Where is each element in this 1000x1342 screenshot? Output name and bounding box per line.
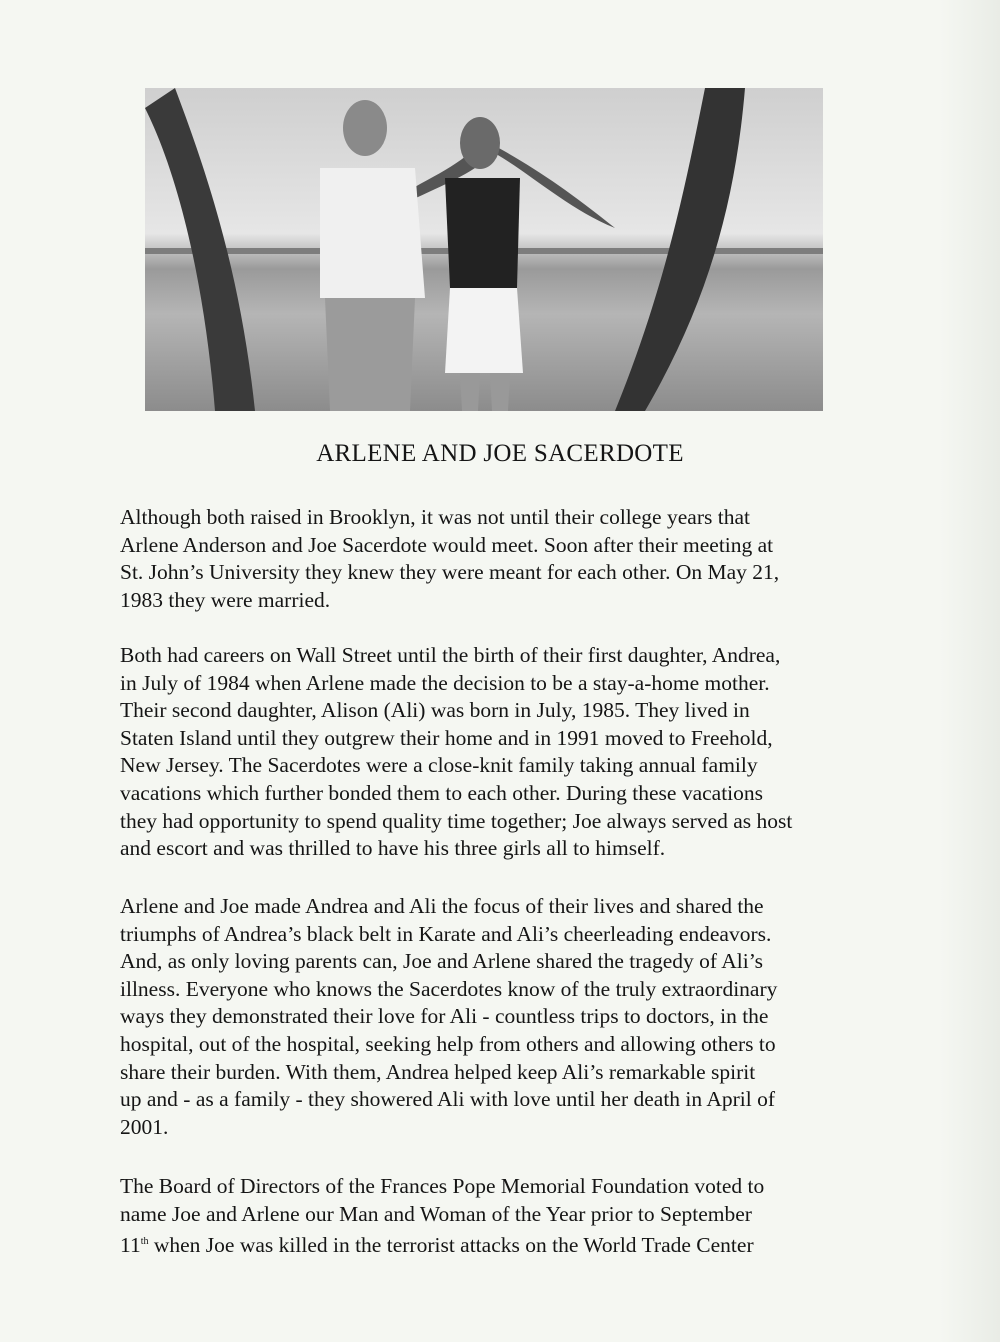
text-line: Although both raised in Brooklyn, it was not until their college years that bbox=[120, 505, 750, 529]
couple-photo bbox=[145, 88, 823, 411]
text-line: triumphs of Andrea’s black belt in Karate and Ali’s cheerleading endeavors. bbox=[120, 921, 772, 946]
text-line: St. John’s University they knew they were meant for each other. On May 21, bbox=[120, 560, 780, 585]
paragraph-1 bbox=[120, 504, 890, 614]
paragraph-3 bbox=[120, 893, 890, 1141]
text-line: Staten Island until they outgrew their home and in 1991 moved to Freehold, bbox=[120, 725, 773, 750]
text-line: name Joe and Arlene our Man and Woman of the Year prior to September bbox=[120, 1201, 752, 1226]
text-line: they had opportunity to spend quality time together; Joe always served as host bbox=[120, 808, 793, 833]
text-line-last bbox=[120, 1228, 890, 1260]
text-line-rest: when Joe was killed in the terrorist attacks on the World Trade Center bbox=[148, 1233, 754, 1258]
text-line: vacations which further bonded them to each other. During these vacations bbox=[120, 780, 764, 805]
page-title: ARLENE AND JOE SACERDOTE bbox=[316, 440, 684, 467]
text-line: illness. Everyone who knows the Sacerdotes know of the truly extraordinary bbox=[120, 976, 778, 1001]
text-line: in July of 1984 when Arlene made the decision to be a stay-a-home mother. bbox=[120, 670, 770, 695]
page-edge-shadow bbox=[940, 0, 1000, 1342]
text-line: share their burden. With them, Andrea helped keep Ali’s remarkable spirit bbox=[120, 1059, 756, 1084]
text-line: hospital, out of the hospital, seeking help from others and allowing others to bbox=[120, 1031, 776, 1056]
paragraph-4 bbox=[120, 1173, 890, 1260]
text-line: 2001. bbox=[120, 1114, 169, 1139]
text-line: Arlene and Joe made Andrea and Ali the focus of their lives and shared the bbox=[120, 894, 764, 918]
text-line: Their second daughter, Alison (Ali) was born in July, 1985. They lived in bbox=[120, 698, 750, 723]
text-line: New Jersey. The Sacerdotes were a close-knit family taking annual family bbox=[120, 753, 758, 778]
text-line: Arlene Anderson and Joe Sacerdote would meet. Soon after their meeting at bbox=[120, 532, 774, 557]
text-line: ways they demonstrated their love for Ali - countless trips to doctors, in the bbox=[120, 1004, 769, 1029]
text-line: Both had careers on Wall Street until the birth of their first daughter, Andrea, bbox=[120, 643, 781, 667]
text-line: up and - as a family - they showered Ali with love until her death in April of bbox=[120, 1087, 776, 1112]
text-line: and escort and was thrilled to have his three girls all to himself. bbox=[120, 836, 666, 861]
text-line: The Board of Directors of the Frances Pope Memorial Foundation voted to bbox=[120, 1174, 765, 1198]
date-number: 11 bbox=[120, 1233, 141, 1258]
ordinal-suffix: th bbox=[140, 1236, 149, 1248]
paragraph-2 bbox=[120, 642, 890, 863]
photo-illustration bbox=[145, 88, 823, 411]
text-line: 1983 they were married. bbox=[120, 587, 331, 612]
text-line: And, as only loving parents can, Joe and Arlene shared the tragedy of Ali’s bbox=[120, 949, 764, 974]
